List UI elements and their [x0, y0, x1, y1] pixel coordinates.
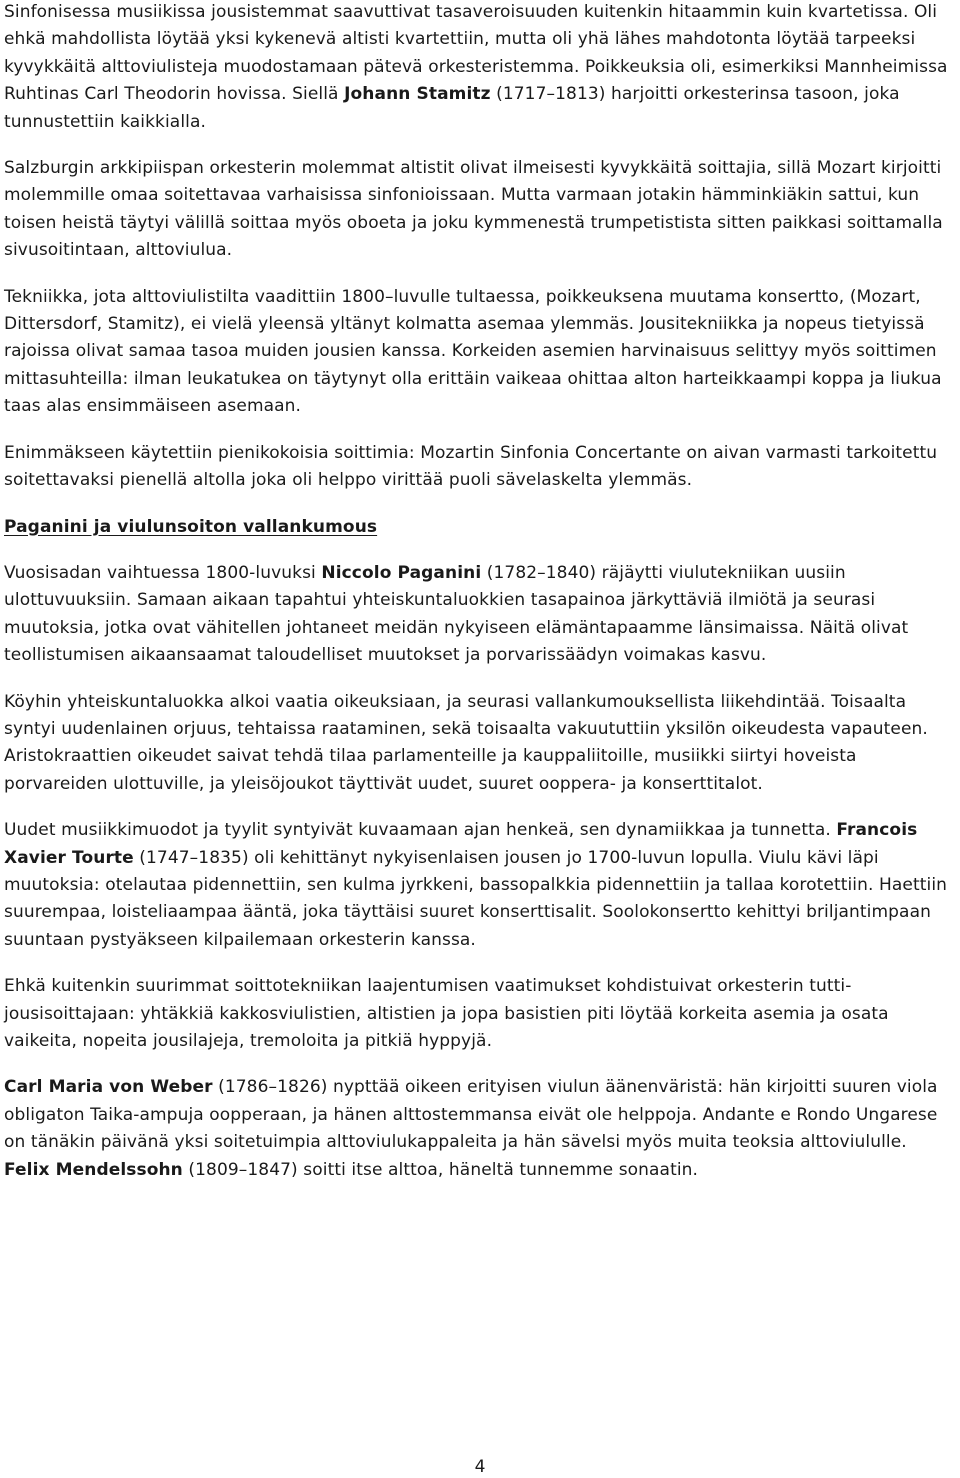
document-page [4, 0, 954, 1184]
text-run: Tekniikka, jota alttoviulistilta vaadittiin 1800–luvulle tultaessa, poikkeuksena muutama konsertto, (Mozart, Dittersdorf, Stamitz), ei vielä yleensä yltänyt kolmatta asemaa ylemmäs. Jousitekniikka ja nopeus tietyissä rajoissa olivat samaa tasoa muiden jousien kanssa. Korkeiden asemien harvinaisuus selittyy myös soittimen mittasuhteilla: ilman leukatukea on täytynyt olla erittäin vaikeaa ohittaa alton harteikkaampi koppa ja liukua taas alas ensimmäiseen asemaan. [4, 286, 942, 417]
paragraph-paganini [4, 560, 954, 670]
paragraph-technique [4, 284, 954, 421]
text-run: Uudet musiikkimuodot ja tyylit syntyivät kuvaamaan ajan henkeä, sen dynamiikkaa ja tunnetta. [4, 820, 837, 841]
text-run: (1747–1835) oli kehittänyt nykyisenlaisen jousen jo 1700-luvun lopulla. Viulu kävi läpi muutoksia: otelautaa pidennettiin, sen kulma jyrkkeni, bassopalkkia pidennettiin ja tallaa korotettiin. Haettiin suurempaa, loisteliaampaa ääntä, joka täyttäisi suuret konserttisalit. Soolokonsertto kehittyi briljantimpaan suuntaan pystyäkseen kilpailemaan orkesterin kanssa. [4, 847, 948, 950]
text-run: (1782–1840) räjäytti viulutekniikan uusiin ulottuvuuksiin. Samaan aikaan tapahtui yhteiskuntaluokkien tasapainoa järkyttäviä ilmiötä ja seurasi muutoksia, jotka ovat vähitellen johtaneet meidän nykyiseen elämäntapaamme länsimaissa. Näitä olivat teollistumisen aikaansaamat taloudelliset muutokset ja porvarissäädyn voimakas kasvu. [4, 562, 909, 666]
text-run: (1717–1813) harjoitti orkesterinsa tasoon, joka tunnustettiin kaikkialla. [4, 84, 900, 132]
text-run: (1786–1826) nypttää oikeen erityisen viulun äänenväristä: hän kirjoitti suuren viola obligaton Taika-ampuja oopperaan, ja hänen alttostemmansa eivät ole helppoja. Andante e Rondo Ungarese on tänäkin päivänä yksi soitetuimpia alttoviulukappaleita ja hän sävelsi myös muita teoksia alttoviululle. [4, 1077, 938, 1153]
paragraph-small-instruments [4, 440, 954, 495]
person-name-paganini: Niccolo Paganini [321, 562, 482, 583]
section-heading: Paganini ja viulunsoiton vallankumous [4, 516, 378, 537]
text-run: (1809–1847) soitti itse alttoa, häneltä tunnemme sonaatin. [182, 1159, 699, 1180]
text-run: Enimmäkseen käytettiin pienikokoisia soittimia: Mozartin Sinfonia Concertante on aivan varmasti tarkoitettu soitettavaksi pienellä altolla joka oli helppo virittää puoli sävelaskelta ylemmäs. [4, 442, 938, 491]
text-run: Köyhin yhteiskuntaluokka alkoi vaatia oikeuksiaan, ja seurasi vallankumouksellista liikehdintää. Toisaalta syntyi uudenlainen orjuus, tehtaissa raataminen, sekä toisaalta vakuututtiin yksilön oikeudesta vapauteen. Aristokraattien oikeudet saivat tehdä tilaa parlamenteille ja kauppaliitoille, musiikki siirtyi hoveista porvareiden ulottuville, ja yleisöjoukot täyttivät uudet, suuret ooppera- ja konserttitalot. [4, 691, 928, 794]
person-name-tourte: Francois Xavier Tourte [4, 820, 918, 868]
paragraph-salzburg [4, 155, 954, 265]
text-run: Salzburgin arkkipiispan orkesterin molemmat altistit olivat ilmeisesti kyvykkäitä soittajia, sillä Mozart kirjoitti molemmille omaa soitettavaa varhaisissa sinfonioissaan. Mutta varmaan jotakin hämminkiäkin sattui, kun toisen heistä täytyi välillä soittaa myös oboeta ja joku kymmenestä trumpetistista sitten paikkasi soittamalla sivusoitintaan, alttoviulua. [4, 158, 943, 261]
paragraph-weber-mendelssohn [4, 1074, 954, 1184]
page-number: 4 [474, 1457, 486, 1477]
text-run: Vuosisadan vaihtuessa 1800-luvuksi [4, 562, 322, 583]
person-name-weber: Carl Maria von Weber [4, 1077, 213, 1098]
person-name-mendelssohn: Felix Mendelssohn [4, 1159, 183, 1180]
text-run: Ehkä kuitenkin suurimmat soittotekniikan laajentumisen vaatimukset kohdistuivat orkesterin tutti-jousisoittajaan: yhtäkkiä kakkosviulistien, altistien ja jopa basistien piti löytää korkeita asemia ja osata vaikeita, nopeita jousilajeja, tremoloita ja pitkiä hyppyjä. [4, 976, 889, 1051]
text-run: Sinfonisessa musiikissa jousistemmat saavuttivat tasaveroisuuden kuitenkin hitaammin kuin kvartetissa. Oli ehkä mahdollista löytää yksi kykenevä altisti kvartettiin, mutta oli yhä lähes mahdotonta löytää tarpeeksi kyvykkäitä alttoviulisteja muodostamaan pätevä orkesteristemma. Poikkeuksia oli, esimerkiksi Mannheimissa Ruhtinas Carl Theodorin hovissa. Siellä [4, 2, 948, 105]
paragraph-orchestral-violas [4, 0, 954, 136]
person-name-stamitz: Johann Stamitz [344, 84, 491, 105]
paragraph-tutti-strings [4, 973, 954, 1055]
paragraph-new-forms [4, 817, 954, 954]
paragraph-social-change [4, 689, 954, 799]
